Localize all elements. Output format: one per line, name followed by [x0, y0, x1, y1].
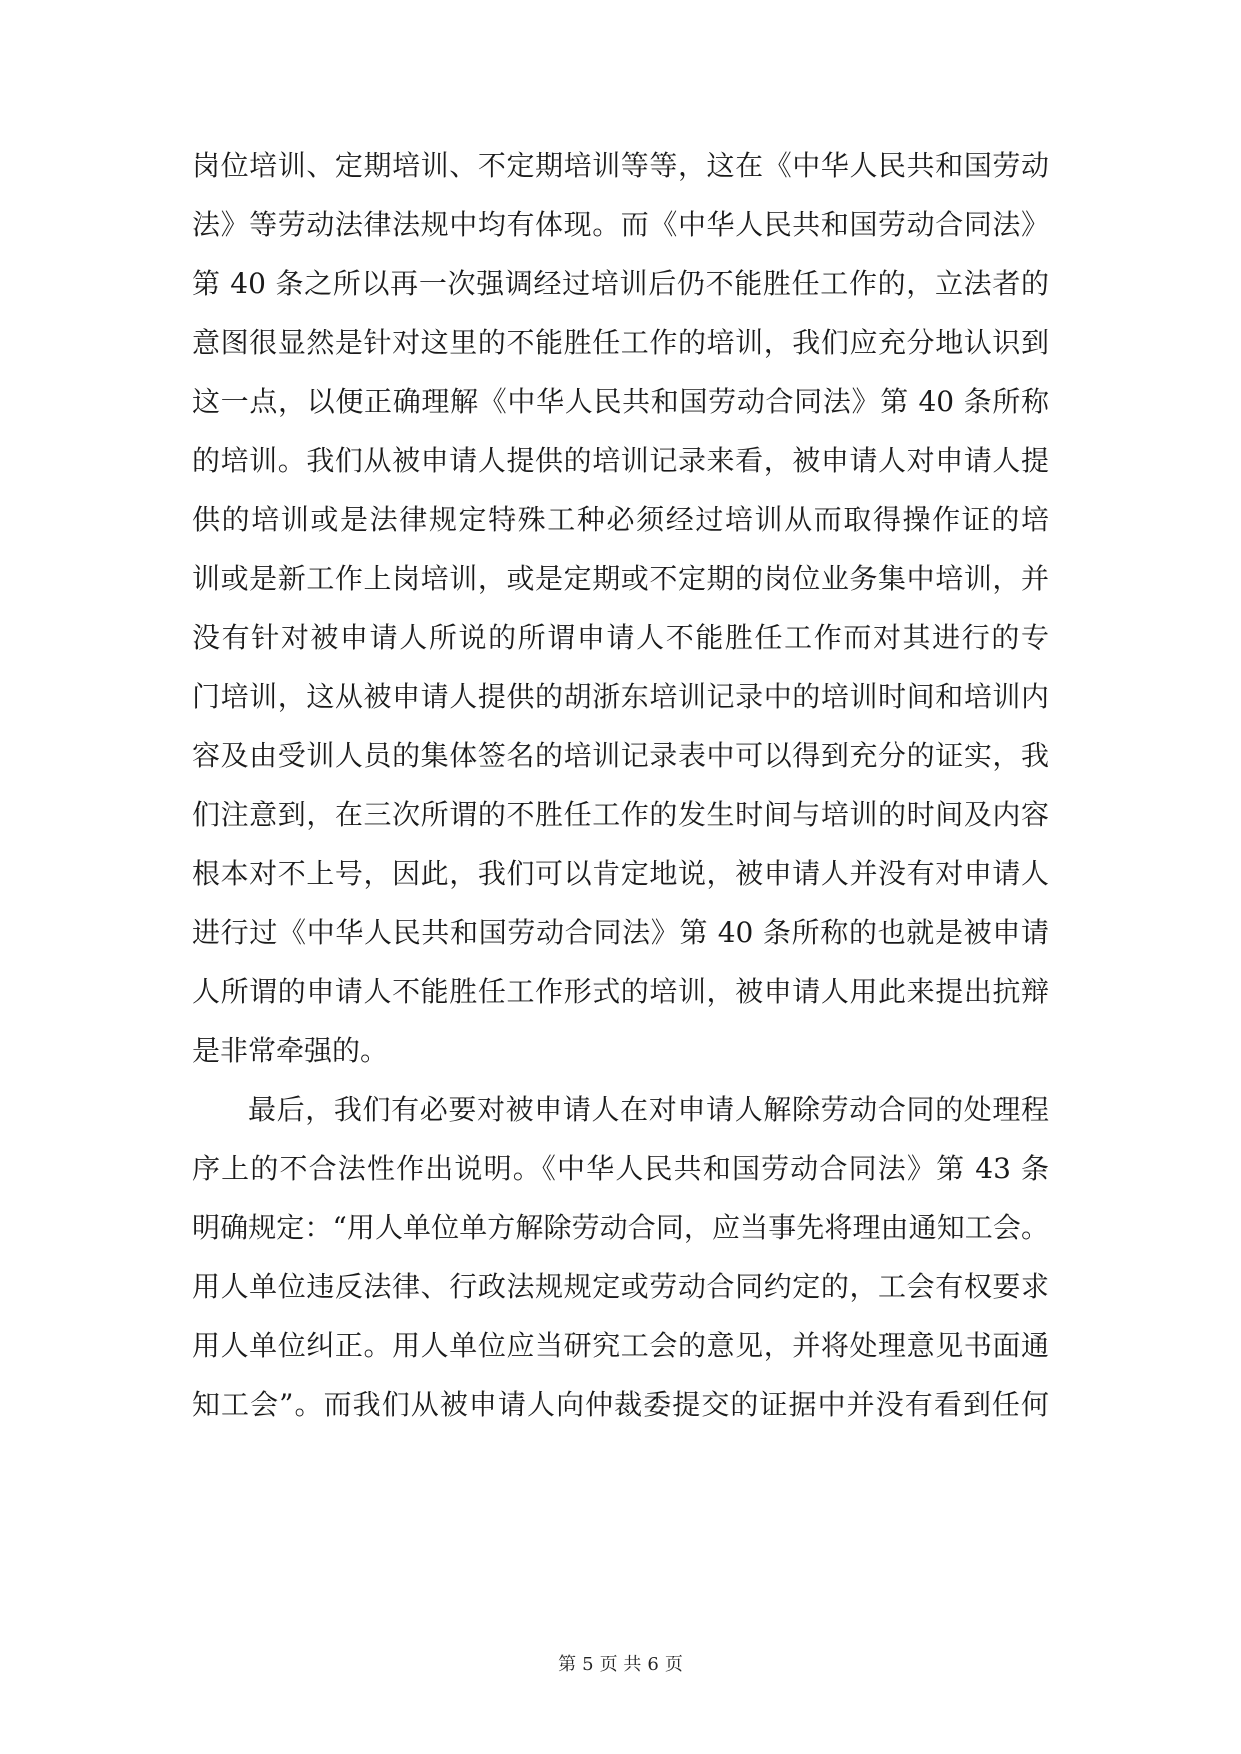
- text-line: 用人单位违反法律、行政法规规定或劳动合同约定的，工会有权要求: [192, 1270, 1049, 1303]
- text-line: 们注意到，在三次所谓的不胜任工作的发生时间与培训的时间及内容: [192, 798, 1049, 831]
- text-line: 序上的不合法性作出说明。《中华人民共和国劳动合同法》第 43 条: [192, 1152, 1049, 1185]
- text-line: 是非常牵强的。: [192, 1034, 389, 1067]
- text-line: 训或是新工作上岗培训，或是定期或不定期的岗位业务集中培训，并: [192, 562, 1049, 595]
- text-line: 根本对不上号，因此，我们可以肯定地说，被申请人并没有对申请人: [192, 857, 1049, 890]
- text-line: 容及由受训人员的集体签名的培训记录表中可以得到充分的证实，我: [192, 739, 1049, 772]
- text-line: 没有针对被申请人所说的所谓申请人不能胜任工作而对其进行的专: [192, 621, 1049, 654]
- footer-current-page: 5: [582, 1654, 594, 1675]
- text-line: 进行过《中华人民共和国劳动合同法》第 40 条所称的也就是被申请: [192, 916, 1049, 949]
- paragraph-first-line: 最后，我们有必要对被申请人在对申请人解除劳动合同的处理程: [248, 1093, 1049, 1126]
- text-line: 明确规定：“用人单位单方解除劳动合同，应当事先将理由通知工会。: [192, 1211, 1049, 1244]
- footer-prefix: 第: [558, 1654, 577, 1675]
- text-line: 意图很显然是针对这里的不能胜任工作的培训，我们应充分地认识到: [192, 326, 1049, 359]
- text-line: 这一点，以便正确理解《中华人民共和国劳动合同法》第 40 条所称: [192, 385, 1049, 418]
- text-line: 供的培训或是法律规定特殊工种必须经过培训从而取得操作证的培: [192, 503, 1049, 536]
- text-line: 用人单位纠正。用人单位应当研究工会的意见，并将处理意见书面通: [192, 1329, 1049, 1362]
- text-line: 岗位培训、定期培训、不定期培训等等，这在《中华人民共和国劳动: [192, 149, 1049, 182]
- text-line: 门培训，这从被申请人提供的胡浙东培训记录中的培训时间和培训内: [192, 680, 1049, 713]
- footer-suffix: 页: [664, 1654, 683, 1675]
- text-line: 知工会”。而我们从被申请人向仲裁委提交的证据中并没有看到任何: [192, 1388, 1049, 1421]
- text-line: 法》等劳动法律法规中均有体现。而《中华人民共和国劳动合同法》: [192, 208, 1049, 241]
- page-footer: [0, 1653, 1241, 1677]
- text-line: 的培训。我们从被申请人提供的培训记录来看，被申请人对申请人提: [192, 444, 1049, 477]
- text-line: 人所谓的申请人不能胜任工作形式的培训，被申请人用此来提出抗辩: [192, 975, 1049, 1008]
- text-line: 第 40 条之所以再一次强调经过培训后仍不能胜任工作的，立法者的: [192, 267, 1049, 300]
- footer-middle: 页 共: [599, 1654, 642, 1675]
- footer-total-pages: 6: [647, 1654, 659, 1675]
